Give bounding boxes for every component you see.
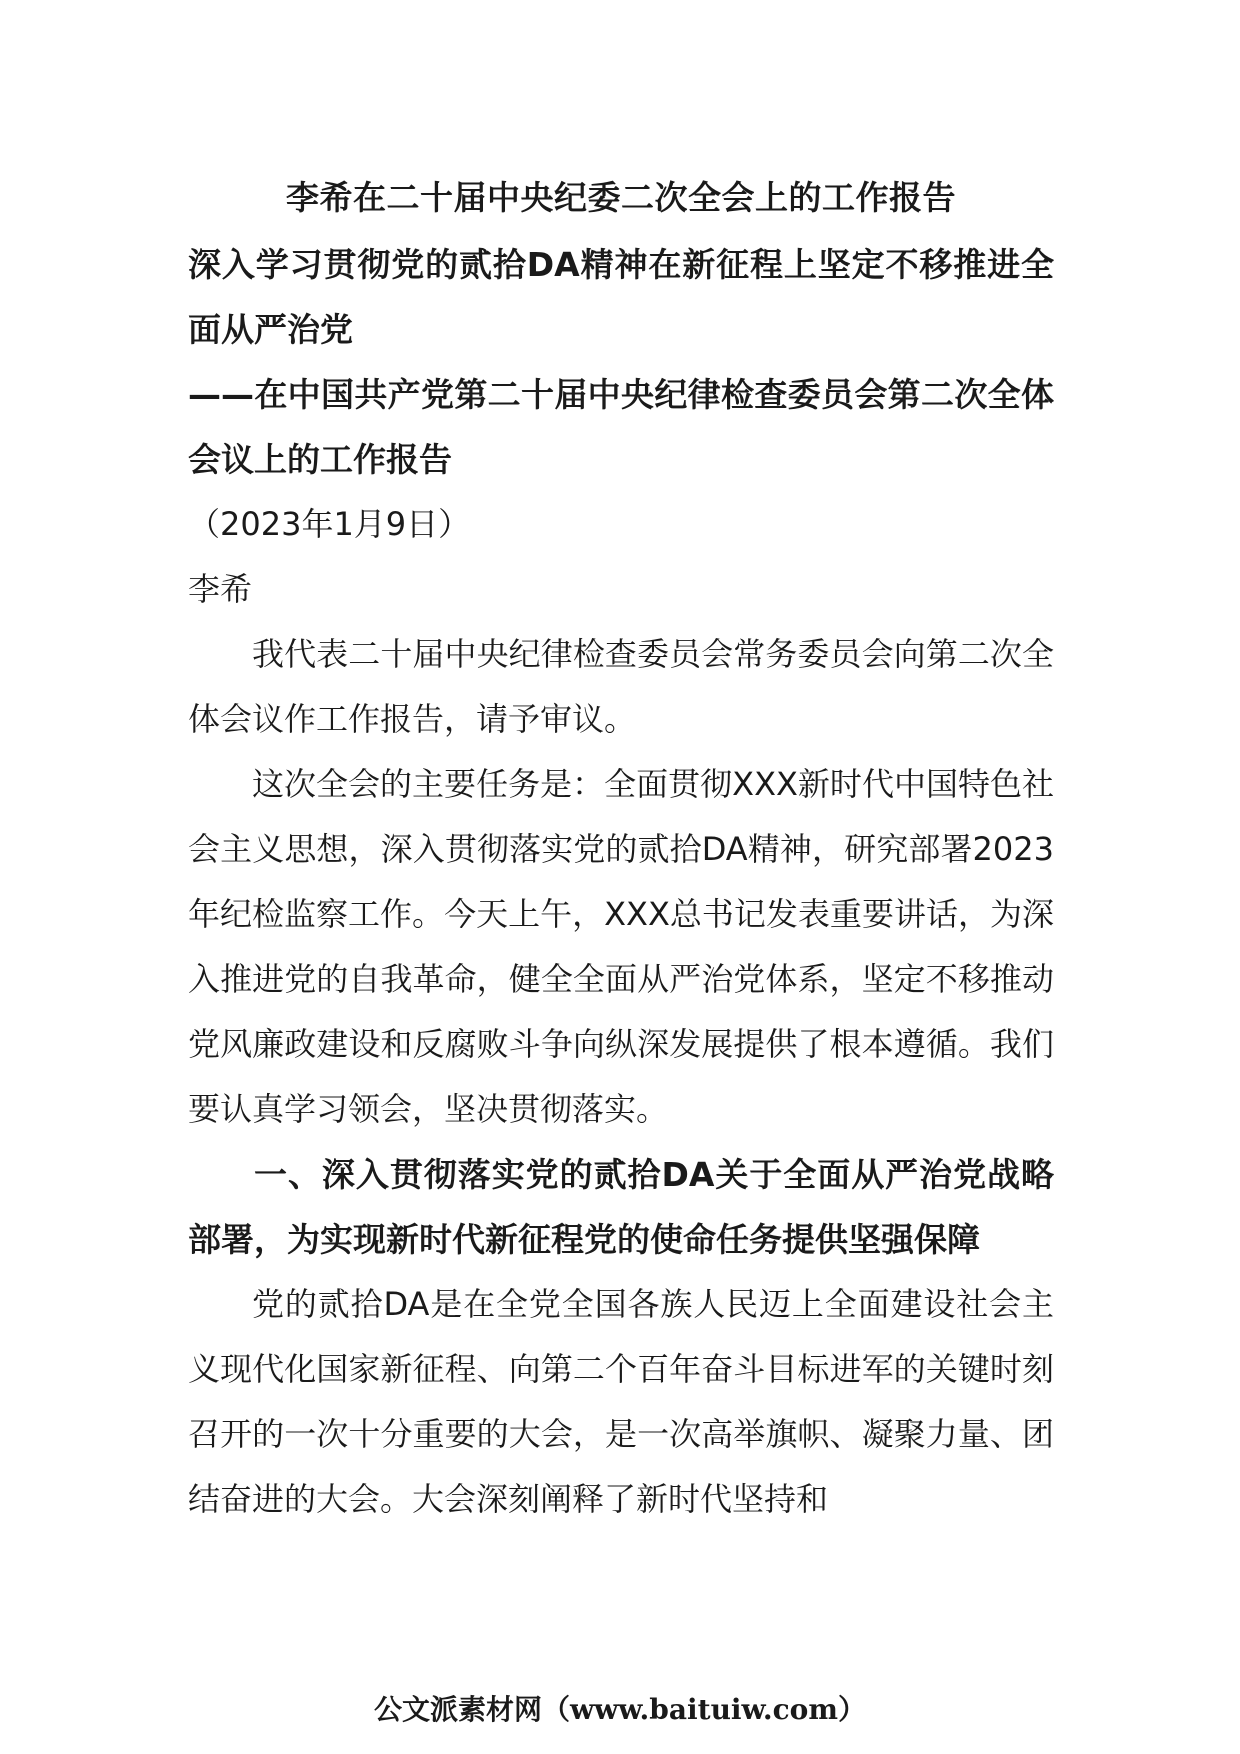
document-date: （2023年1月9日） (188, 505, 471, 543)
document-body (188, 168, 1054, 1532)
document-author: 李希 (188, 570, 253, 608)
footer-watermark: 公文派素材网（www.baituiw.com） (374, 1693, 866, 1726)
speech-title: ——在中国共产党第二十届中央纪律检查委员会第二次全体会议上的工作报告 (188, 375, 1054, 479)
paragraph-section-1: 党的贰拾DA是在全党全国各族人民迈上全面建设社会主义现代化国家新征程、向第二个百年奋斗目标进军的关键时刻召开的一次十分重要的大会，是一次高举旗帜、凝聚力量、团结奋进的大会。大会深刻阐释了新时代坚持和 (188, 1285, 1054, 1518)
section-heading-1: 一、深入贯彻落实党的贰拾DA关于全面从严治党战略部署，为实现新时代新征程党的使命任务提供坚强保障 (188, 1155, 1054, 1259)
paragraph-main-task: 这次全会的主要任务是：全面贯彻XXX新时代中国特色社会主义思想，深入贯彻落实党的贰拾DA精神，研究部署2023年纪检监察工作。今天上午，XXX总书记发表重要讲话，为深入推进党的自我革命，健全全面从严治党体系，坚定不移推动党风廉政建设和反腐败斗争向纵深发展提供了根本遵循。我们要认真学习领会，坚决贯彻落实。 (188, 765, 1054, 1128)
document-subtitle: 深入学习贯彻党的贰拾DA精神在新征程上坚定不移推进全面从严治党 (188, 245, 1054, 349)
document-title: 李希在二十届中央纪委二次全会上的工作报告 (286, 178, 956, 217)
paragraph-opening: 我代表二十届中央纪律检查委员会常务委员会向第二次全体会议作工作报告，请予审议。 (188, 635, 1054, 738)
